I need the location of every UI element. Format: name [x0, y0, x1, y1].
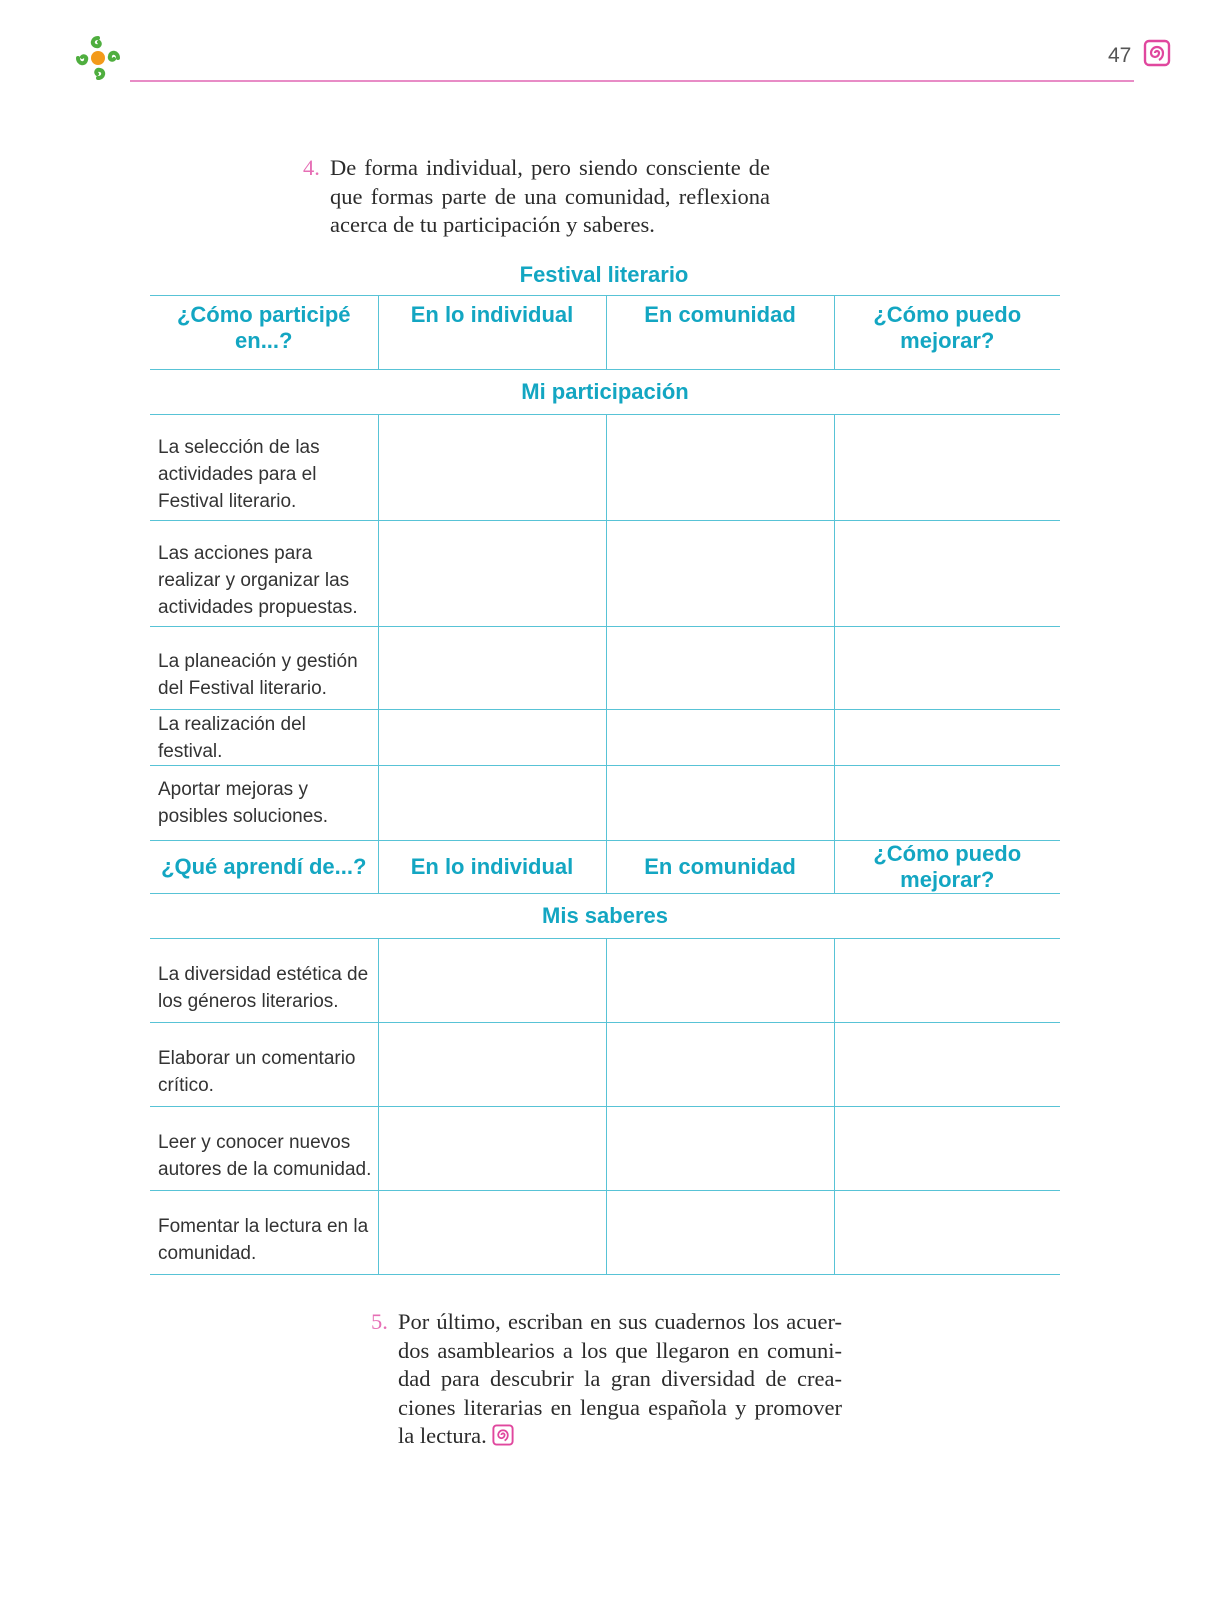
column-header: En comunidad — [606, 296, 834, 370]
table-row — [150, 627, 1060, 710]
text-line: la lectura. — [398, 1423, 487, 1448]
answer-cell[interactable] — [378, 627, 606, 710]
answer-cell[interactable] — [606, 766, 834, 841]
table-row — [150, 710, 1060, 766]
table-row — [150, 939, 1060, 1023]
column-header: En comunidad — [606, 841, 834, 894]
instruction-4 — [303, 154, 770, 240]
row-label: La diversidad estética de los géneros literarios. — [150, 939, 378, 1023]
text-line: dos asamblearios a los que llegaron en comuni- — [398, 1337, 842, 1363]
section-row — [150, 894, 1060, 939]
text-line: Por último, escriban en sus cuadernos los acuer- — [398, 1309, 842, 1334]
answer-cell[interactable] — [834, 521, 1060, 627]
row-label: Elaborar un comentario crítico. — [150, 1023, 378, 1107]
column-header: En lo individual — [378, 296, 606, 370]
text-line: dad para descubrir la gran diversidad de crea- — [398, 1366, 842, 1391]
row-label: Leer y conocer nuevos autores de la comunidad. — [150, 1107, 378, 1191]
answer-cell[interactable] — [834, 766, 1060, 841]
answer-cell[interactable] — [378, 415, 606, 521]
answer-cell[interactable] — [834, 415, 1060, 521]
column-header: ¿Cómo puedo mejorar? — [834, 296, 1060, 370]
text-line: que formas parte de una comunidad, reflexiona — [330, 183, 770, 209]
answer-cell[interactable] — [378, 1023, 606, 1107]
row-label: La realización del festival. — [150, 710, 378, 766]
answer-cell[interactable] — [606, 521, 834, 627]
knowledge-header-row — [150, 841, 1060, 894]
text-line-last — [398, 1422, 842, 1451]
answer-cell[interactable] — [834, 1023, 1060, 1107]
row-label: Las acciones para realizar y organizar las actividades propuestas. — [150, 521, 378, 627]
table-row — [150, 766, 1060, 841]
answer-cell[interactable] — [834, 1107, 1060, 1191]
table-title: Festival literario — [519, 262, 689, 287]
answer-cell[interactable] — [606, 1023, 834, 1107]
row-label: Aportar mejoras y posibles soluciones. — [150, 766, 378, 841]
flower-logo-icon — [72, 32, 124, 84]
table-row — [150, 521, 1060, 627]
answer-cell[interactable] — [378, 1107, 606, 1191]
answer-cell[interactable] — [834, 710, 1060, 766]
text-line: ciones literarias en lengua española y promover — [398, 1394, 842, 1420]
reflection-table — [150, 295, 1060, 1275]
answer-cell[interactable] — [606, 415, 834, 521]
spiral-ornament-icon — [491, 1423, 515, 1447]
item-number: 4. — [303, 155, 320, 180]
table-row — [150, 1191, 1060, 1275]
column-header: En lo individual — [378, 841, 606, 894]
answer-cell[interactable] — [378, 766, 606, 841]
text-line: acerca de tu participación y saberes. — [330, 212, 655, 237]
spiral-ornament-icon — [1142, 38, 1172, 68]
column-header: ¿Qué aprendí de...? — [150, 841, 378, 894]
answer-cell[interactable] — [834, 939, 1060, 1023]
page-number: 47 — [1108, 44, 1132, 67]
answer-cell[interactable] — [606, 939, 834, 1023]
answer-cell[interactable] — [834, 1191, 1060, 1275]
section-title: Mi participación — [150, 370, 1060, 415]
item-number: 5. — [371, 1309, 388, 1334]
column-header: ¿Cómo puedo mejorar? — [834, 841, 1060, 894]
row-label: La selección de las actividades para el Festival literario. — [150, 415, 378, 521]
table-row — [150, 1107, 1060, 1191]
answer-cell[interactable] — [606, 627, 834, 710]
answer-cell[interactable] — [606, 710, 834, 766]
text-line: De forma individual, pero siendo consciente de — [330, 155, 770, 180]
answer-cell[interactable] — [378, 939, 606, 1023]
answer-cell[interactable] — [834, 627, 1060, 710]
section-row — [150, 370, 1060, 415]
answer-cell[interactable] — [606, 1107, 834, 1191]
column-header: ¿Cómo participé en...? — [150, 296, 378, 370]
table-row — [150, 1023, 1060, 1107]
answer-cell[interactable] — [378, 710, 606, 766]
participation-header-row — [150, 296, 1060, 370]
instruction-5 — [371, 1308, 842, 1451]
row-label: Fomentar la lectura en la comunidad. — [150, 1191, 378, 1275]
row-label: La planeación y gestión del Festival literario. — [150, 627, 378, 710]
answer-cell[interactable] — [606, 1191, 834, 1275]
answer-cell[interactable] — [378, 1191, 606, 1275]
header-rule — [130, 80, 1134, 82]
table-row — [150, 415, 1060, 521]
answer-cell[interactable] — [378, 521, 606, 627]
section-title: Mis saberes — [150, 894, 1060, 939]
